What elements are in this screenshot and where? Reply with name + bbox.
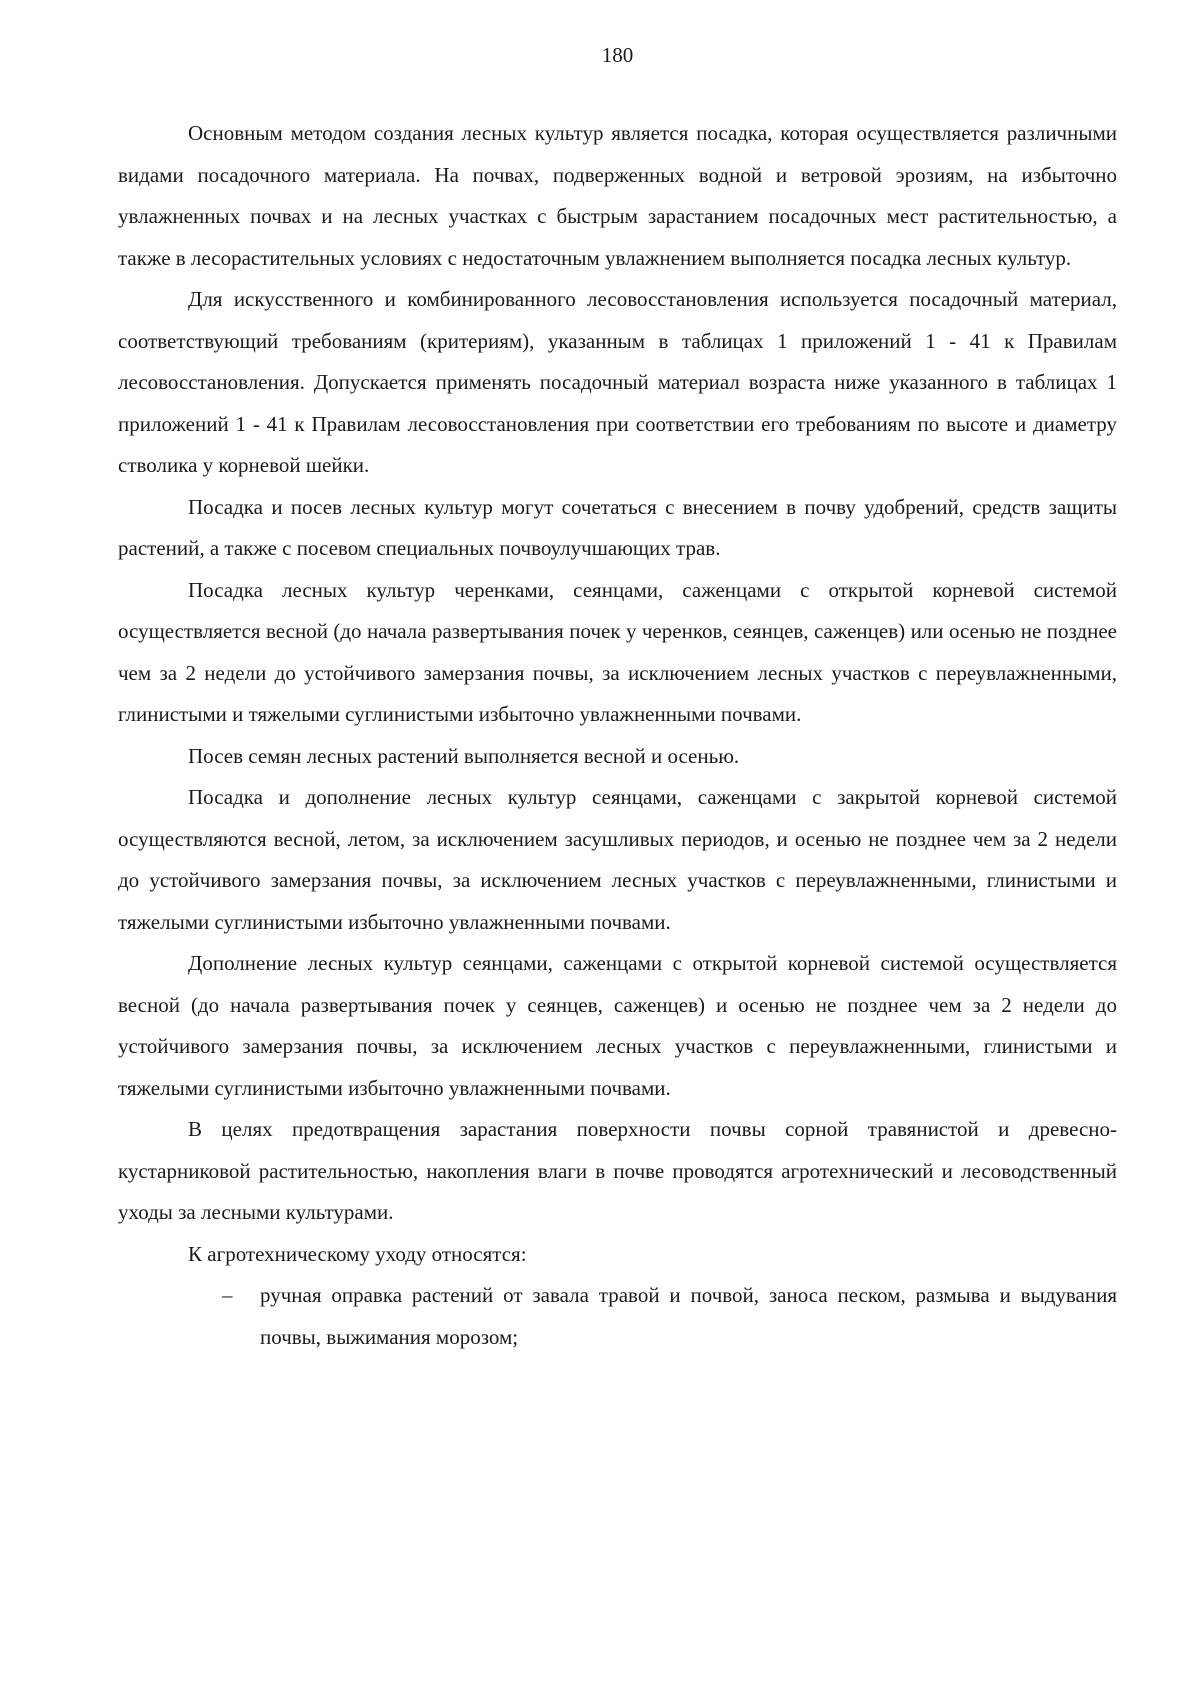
paragraph: Дополнение лесных культур сеянцами, саженцами с открытой корневой системой осуществляется весной (до начала развертывания почек у сеянцев, саженцев) и осенью не позднее чем за 2 недели до устойчивого замерзания почвы, за исключением лесных участков с переувлажненными, глинистыми и тяжелыми суглинистыми избыточно увлажненными почвами. bbox=[118, 951, 1117, 1100]
list-item-text: ручная оправка растений от завала травой и почвой, заноса песком, размыва и выдувания почвы, выжимания морозом; bbox=[260, 1283, 1117, 1349]
bullet-list bbox=[118, 1275, 1117, 1358]
dash-bullet: – bbox=[222, 1283, 233, 1307]
paragraph: Посадка и дополнение лесных культур сеянцами, саженцами с закрытой корневой системой осуществляются весной, летом, за исключением засушливых периодов, и осенью не позднее чем за 2 недели до устойчивого замерзания почвы, за исключением лесных участков с переувлажненными, глинистыми и тяжелыми суглинистыми избыточно увлажненными почвами. bbox=[118, 785, 1117, 934]
document-body bbox=[118, 113, 1117, 1358]
paragraph: Основным методом создания лесных культур является посадка, которая осуществляется различными видами посадочного материала. На почвах, подверженных водной и ветровой эрозиям, на избыточно увлажненных почвах и на лесных участках с быстрым зарастанием посадочных мест растительностью, а также в лесорастительных условиях с недостаточным увлажнением выполняется посадка лесных культур. bbox=[118, 121, 1117, 270]
page-number: 180 bbox=[601, 43, 634, 67]
paragraph: Посадка лесных культур черенками, сеянцами, саженцами с открытой корневой системой осуществляется весной (до начала развертывания почек у черенков, сеянцев, саженцев) или осенью не позднее чем за 2 недели до устойчивого замерзания почвы, за исключением лесных участков с переувлажненными, глинистыми и тяжелыми суглинистыми избыточно увлажненными почвами. bbox=[118, 577, 1117, 726]
list-item bbox=[222, 1275, 1117, 1358]
paragraph: В целях предотвращения зарастания поверхности почвы сорной травянистой и древесно-кустарниковой растительностью, накопления влаги в почве проводятся агротехнический и лесоводственный уходы за лесными культурами. bbox=[118, 1117, 1117, 1224]
paragraph: К агротехническому уходу относятся: bbox=[188, 1241, 527, 1266]
paragraph: Посадка и посев лесных культур могут сочетаться с внесением в почву удобрений, средств защиты растений, а также с посевом специальных почвоулучшающих трав. bbox=[118, 494, 1117, 560]
paragraph: Посев семян лесных растений выполняется весной и осенью. bbox=[188, 743, 740, 768]
paragraph: Для искусственного и комбинированного лесовосстановления используется посадочный материал, соответствующий требованиям (критериям), указанным в таблицах 1 приложений 1 - 41 к Правилам лесовосстановления. Допускается применять посадочный материал возраста ниже указанного в таблицах 1 приложений 1 - 41 к Правилам лесовосстановления при соответствии его требованиям по высоте и диаметру стволика у корневой шейки. bbox=[118, 287, 1117, 477]
